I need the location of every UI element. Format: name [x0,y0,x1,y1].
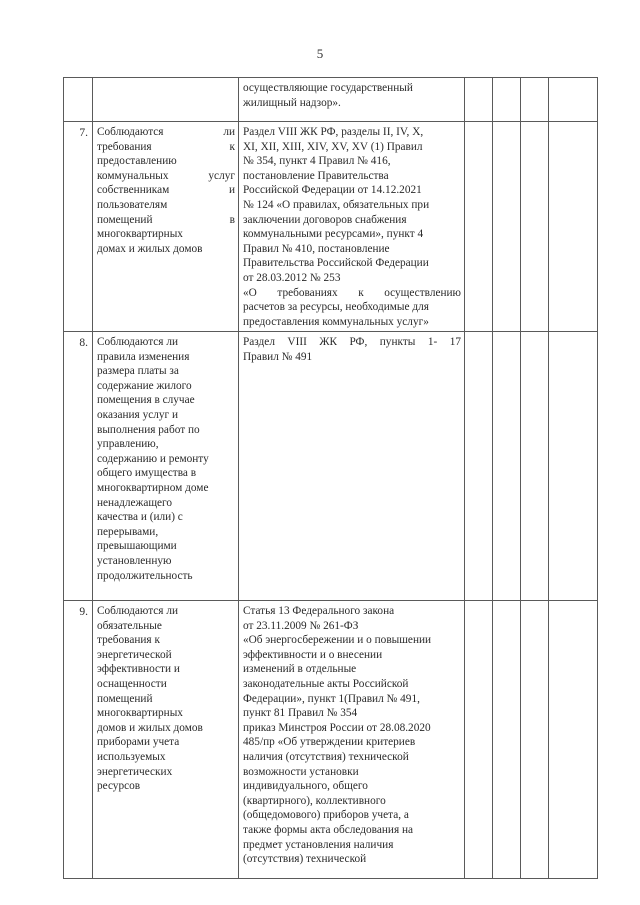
question-line: энергетической [97,648,172,661]
checklist-table [63,77,598,879]
page-number: 5 [316,46,324,61]
reference-line: Статья 13 Федерального закона [243,605,395,617]
row-number: 7. [64,122,93,332]
question-line: размера платы за [97,365,179,378]
question-line: ненадлежащего [97,496,173,509]
reference-line: № 124 «О правилах, обязательных при [243,198,430,211]
reference-line: XI, XII, XIII, XIV, XV, XV (1) Правил [243,140,423,153]
question-line: содержанию и ремонту [97,452,209,465]
question-line: используемых [97,750,166,763]
reference-line: приказ Минстроя России от 28.08.2020 [243,721,431,734]
answer-yes-cell [465,332,493,601]
note-cell [549,601,598,879]
answer-no-cell [493,601,521,879]
reference-line: пункт 81 Правил № 354 [243,707,358,720]
question-line: многоквартирных [97,228,183,241]
question-line: управлению, [97,438,159,451]
reference-line: предмет установления наличия [243,838,394,851]
reference-line: «О требованиях к осуществлению [243,286,461,299]
answer-no-cell [493,78,521,122]
question-line: многоквартирных [97,707,183,720]
question-line: помещений [97,692,153,705]
answer-na-cell [521,78,549,122]
answer-no-cell [493,122,521,332]
question-line: продолжительность [97,569,193,582]
reference-line: Правил № 410, постановление [243,242,390,255]
row-number: 9. [64,601,93,879]
question-line: собственникам и [97,184,235,197]
reference-cell [239,78,465,122]
question-line: общего имущества в [97,467,197,480]
reference-line: индивидуального, общего [243,780,368,793]
reference-line: (отсутствия) технической [243,853,367,866]
reference-line: Федерации», пункт 1(Правил № 491, [243,692,420,705]
reference-line: от 28.03.2012 № 253 [243,271,341,284]
question-line: выполнения работ по [97,423,200,436]
reference-line: законодательные акты Российской [243,677,409,690]
reference-line: Раздел VIII ЖК РФ, пункты 1- 17 [243,336,461,348]
note-cell [549,332,598,601]
reference-line: жилищный надзор». [243,96,341,109]
table-row [64,332,598,601]
question-line: качества и (или) с [97,511,183,524]
question-line: многоквартирном доме [97,481,209,494]
reference-line: предоставления коммунальных услуг» [243,315,429,328]
reference-line: коммунальными ресурсами», пункт 4 [243,228,424,241]
reference-line: также формы акта обследования на [243,823,414,836]
question-cell [93,122,239,332]
reference-line: 485/пр «Об утверждении критериев [243,736,416,749]
question-line: Соблюдаются ли [97,605,178,617]
answer-yes-cell [465,78,493,122]
note-cell [549,122,598,332]
question-line: домах и жилых домов [97,242,203,255]
question-line: домов и жилых домов [97,721,203,734]
question-cell [93,332,239,601]
question-line: эффективности и [97,663,180,676]
question-line: требования к [97,140,235,153]
reference-line: Российской Федерации от 14.12.2021 [243,184,422,197]
reference-line: Правительства Российской Федерации [243,257,429,270]
question-line: приборами учета [97,736,180,749]
question-line: перерывами, [97,525,159,538]
question-line: содержание жилого [97,379,192,392]
question-cell [93,601,239,879]
question-line: оказания услуг и [97,408,179,421]
reference-line: от 23.11.2009 № 261-ФЗ [243,619,359,632]
reference-line: (квартирного), коллективного [243,794,386,807]
answer-na-cell [521,332,549,601]
reference-line: осуществляющие государственный [243,82,413,94]
answer-na-cell [521,601,549,879]
reference-line: заключении договоров снабжения [243,213,407,226]
reference-line: № 354, пункт 4 Правил № 416, [243,155,391,168]
question-cell [93,78,239,122]
question-line: установленную [97,554,172,567]
reference-line: расчетов за ресурсы, необходимые для [243,301,429,314]
question-line: помещений в [97,213,235,226]
question-line: коммунальных услуг [97,169,235,182]
question-line: предоставлению [97,155,177,168]
question-line: Соблюдаются ли [97,336,178,348]
reference-line: эффективности и о внесении [243,648,383,661]
question-line: помещения в случае [97,394,195,407]
reference-line: наличия (отсутствия) технической [243,750,409,763]
question-line: требования к [97,634,160,647]
reference-line: (общедомового) приборов учета, а [243,809,409,822]
table-row [64,601,598,879]
reference-line: постановление Правительства [243,169,389,182]
question-line: ресурсов [97,780,141,793]
reference-line: изменений в отдельные [243,663,357,676]
question-line: правила изменения [97,350,190,363]
reference-line: «Об энергосбережении и о повышении [243,634,432,647]
question-line: пользователям [97,198,168,211]
answer-yes-cell [465,601,493,879]
row-number [64,78,93,122]
answer-yes-cell [465,122,493,332]
reference-line: возможности установки [243,765,359,778]
note-cell [549,78,598,122]
table-row [64,78,598,122]
question-line: оснащенности [97,677,167,690]
answer-na-cell [521,122,549,332]
answer-no-cell [493,332,521,601]
question-line: превышающими [97,540,177,553]
question-line: энергетических [97,765,173,778]
reference-cell [239,122,465,332]
reference-cell [239,332,465,601]
reference-line: Раздел VIII ЖК РФ, разделы II, IV, X, [243,126,424,138]
row-number: 8. [64,332,93,601]
question-line: обязательные [97,619,162,632]
table-row [64,122,598,332]
reference-line: Правил № 491 [243,350,313,363]
question-line: Соблюдаются ли [97,126,235,138]
reference-cell [239,601,465,879]
